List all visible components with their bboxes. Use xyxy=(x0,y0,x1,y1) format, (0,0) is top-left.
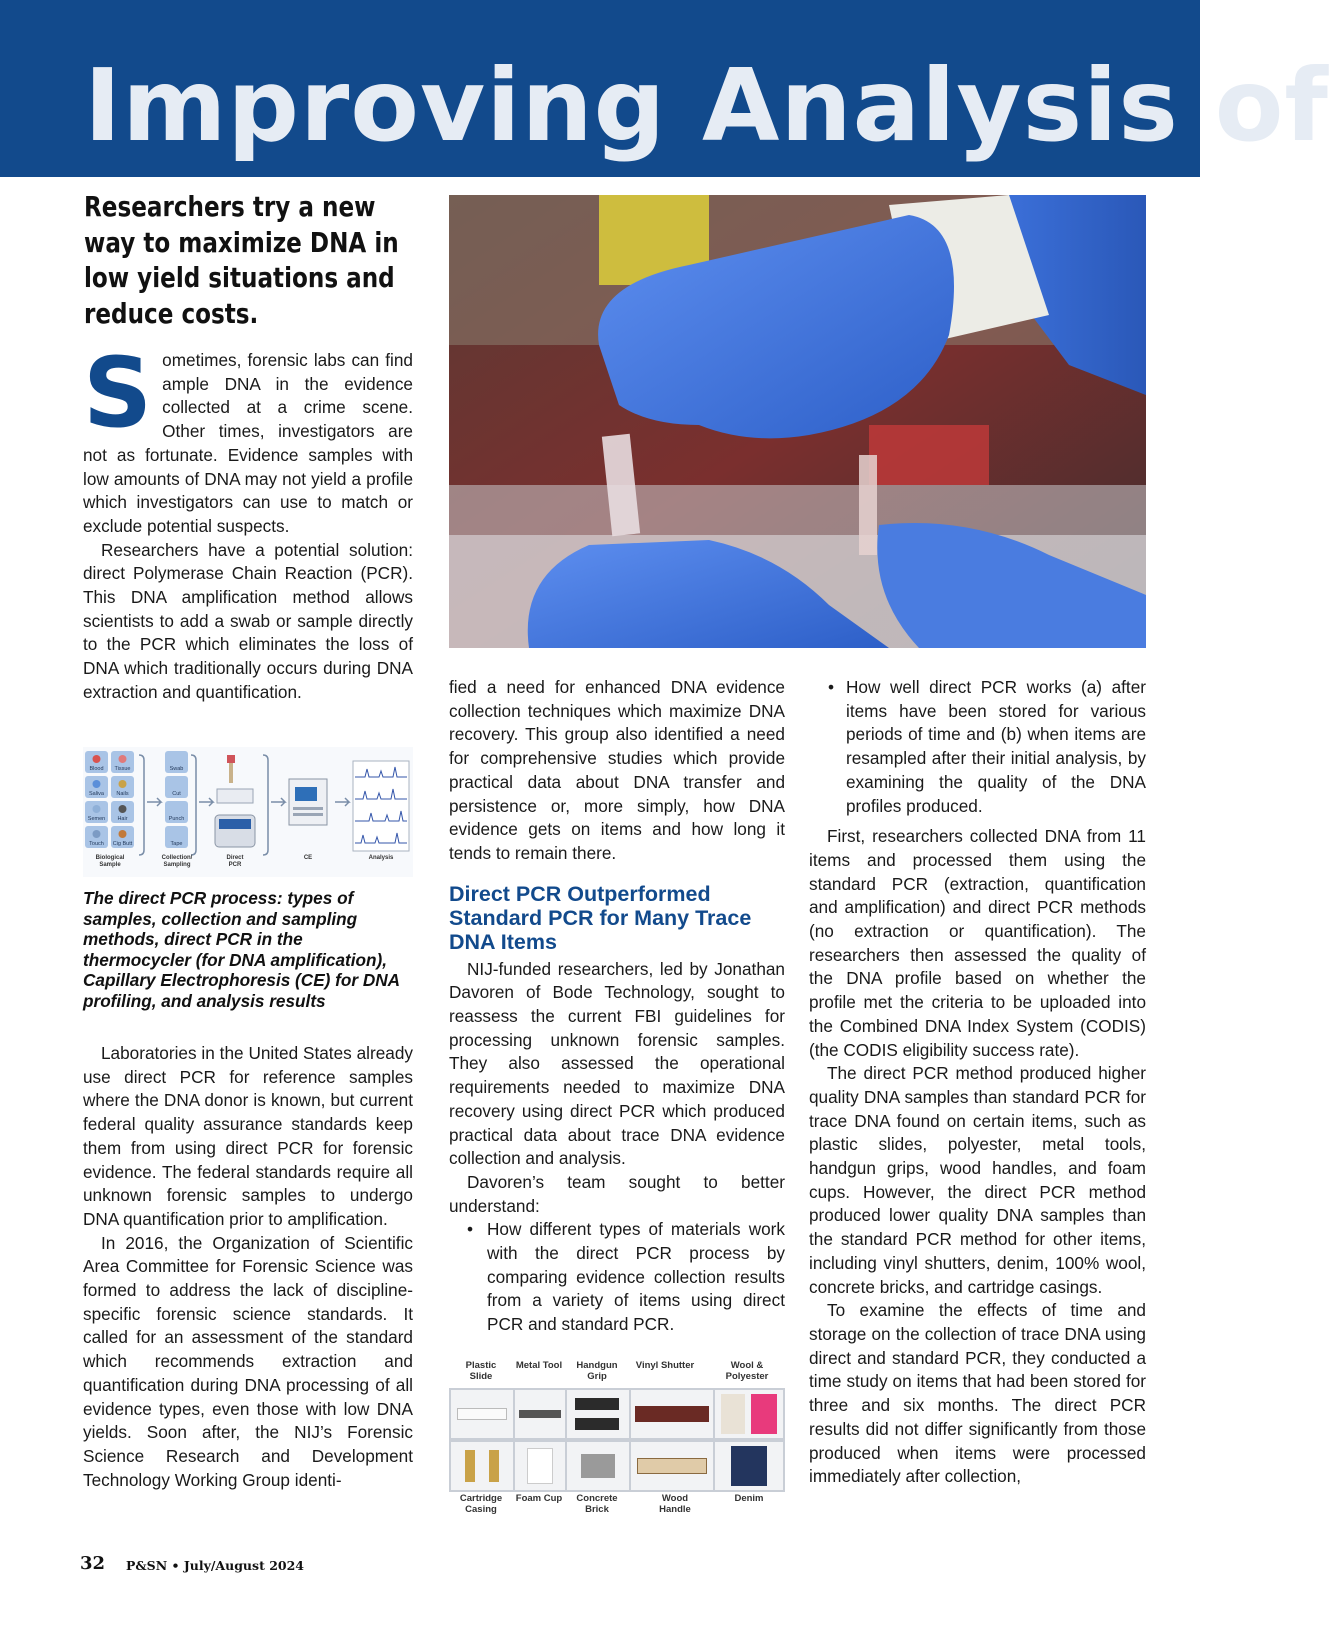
sample-tile xyxy=(85,826,108,848)
collection-tile-label: Swab xyxy=(169,766,184,772)
sample-tile xyxy=(111,776,134,798)
collection-tile xyxy=(165,751,188,773)
list-item: • How different types of materials work with the direct PCR process by comparing evidence collection results from a variety of items using direct PCR and standard PCR. xyxy=(467,1219,785,1335)
paragraph: To examine the effects of time and storage on the collection of trace DNA using direct and standard PCR, they conducted a time study on items that had been stored for three and six months. The direct PCR results did not differ significantly from those produced when items were processed immediately after collection, xyxy=(809,1300,1146,1487)
plastic-slide-cell xyxy=(451,1390,513,1438)
collection-tile xyxy=(165,826,188,848)
publication-line: P&SN • July/August 2024 xyxy=(126,1558,304,1573)
material-label: Foam Cup xyxy=(515,1493,563,1504)
gloved-hand-tube-photo xyxy=(449,195,1146,648)
handgun-grip-cell xyxy=(567,1390,629,1438)
foam-cup-cell xyxy=(515,1442,565,1490)
thermocycler-icon xyxy=(215,755,255,847)
drop-cap: S xyxy=(83,337,153,449)
bullet-icon: • xyxy=(828,677,835,697)
sample-tile xyxy=(85,751,108,773)
wood-handle-cell xyxy=(631,1442,713,1490)
stage-label: Biological Sample xyxy=(95,855,125,868)
material-label: Denim xyxy=(734,1493,764,1504)
paragraph: First, researchers collected DNA from 11 items and processed them using the standard PCR (extraction, quantification and amplification) and direct PCR methods (no extraction or quantification). The researchers then assessed the quality of the DNA profile based on whether the profile met the criteria to be uploaded into the Combined DNA Index System (CODIS) (the CODIS eligibility success rate). xyxy=(809,826,1146,1060)
sample-tile xyxy=(85,776,108,798)
sample-tile-label: Cig Butt xyxy=(112,841,133,847)
material-label: Concrete Brick xyxy=(576,1493,618,1515)
sample-tile xyxy=(111,801,134,823)
paragraph: Laboratories in the United States already use direct PCR for reference samples where the DNA donor is known, but current federal quality assurance standards keep them from using direct PCR for forensic evidence. The federal standards require all unknown forensic samples to undergo DNA quantification prior to amplification. xyxy=(83,1043,413,1229)
materials-grid xyxy=(449,1388,785,1492)
sample-tile-label: Hair xyxy=(117,816,128,822)
column-1-body xyxy=(83,1042,413,1492)
collection-tile xyxy=(165,776,188,798)
collection-tile xyxy=(165,801,188,823)
column-1-intro xyxy=(83,337,413,705)
wool-polyester-cell xyxy=(715,1390,783,1438)
sample-tile xyxy=(111,826,134,848)
stage-label: Analysis xyxy=(368,855,394,861)
column-3 xyxy=(809,676,1146,1489)
page-number: 32 xyxy=(80,1553,106,1574)
arrow-right-icon xyxy=(147,798,161,806)
material-label: Metal Tool xyxy=(515,1360,563,1371)
arrow-right-icon xyxy=(199,798,213,806)
stage-labels xyxy=(96,855,394,868)
stage-label: CE xyxy=(303,855,313,861)
material-label: Cartridge Casing xyxy=(459,1493,503,1515)
metal-tool-cell xyxy=(515,1390,565,1438)
collection-tile-label: Punch xyxy=(168,816,185,822)
arrow-right-icon xyxy=(335,798,349,806)
material-label: Vinyl Shutter xyxy=(635,1360,695,1371)
material-label: Wool & Polyester xyxy=(725,1360,769,1382)
bracket xyxy=(191,755,196,855)
material-label: Plastic Slide xyxy=(465,1360,497,1382)
sample-tile-label: Nails xyxy=(116,791,129,797)
sample-tiles xyxy=(85,751,134,848)
ce-instrument-icon xyxy=(289,779,327,825)
bullet-list xyxy=(449,1218,785,1337)
material-label: Wood Handle xyxy=(659,1493,691,1515)
bracket xyxy=(139,755,144,855)
concrete-brick-cell xyxy=(567,1442,629,1490)
article-subheading: Researchers try a new way to maximize DNA in low yield situations and reduce costs. xyxy=(84,191,399,330)
sample-tube xyxy=(859,455,877,555)
sample-tile-label: Blood xyxy=(89,766,104,772)
arrow-right-icon xyxy=(271,798,285,806)
material-label: Handgun Grip xyxy=(576,1360,618,1382)
cartridge-casing-cell xyxy=(451,1442,513,1490)
sample-tile xyxy=(85,801,108,823)
figure-caption: The direct PCR process: types of samples, collection and sampling methods, direct PCR in the thermocycler (for DNA amplification), Capillary Electrophoresis (CE) for DNA profiling, and analysis results xyxy=(83,888,400,1011)
sample-tile-label: Tissue xyxy=(114,766,131,772)
section-heading: Direct PCR Outperformed Standard PCR for Many Trace DNA Items xyxy=(449,881,752,954)
denim-cell xyxy=(715,1442,783,1490)
bullet-list xyxy=(809,676,1146,818)
bracket xyxy=(263,755,268,855)
stage-label: Collection/ Sampling xyxy=(161,855,193,868)
collection-tile-label: Cut xyxy=(172,791,181,797)
bullet-icon: • xyxy=(467,1219,474,1240)
stage-label: Direct PCR xyxy=(226,855,244,868)
paragraph: Davoren’s team sought to better understand: xyxy=(449,1171,785,1216)
paragraph: The direct PCR method produced higher quality DNA samples than standard PCR for trace DNA found on certain items, such as plastic slides, polyester, metal tools, handgun grips, wood handles, and foam cups. However, the direct PCR method produced lower quality DNA samples than the standard PCR method for other items, including vinyl shutters, denim, 100% wool, concrete bricks, and cartridge casings. xyxy=(809,1063,1146,1297)
title-banner xyxy=(0,0,1329,177)
paragraph: In 2016, the Organization of Scientific Area Committee for Forensic Science was formed to address the lack of discipline-specific forensic science standards. It called for an assessment of the standard which recommends extraction and quantification during DNA processing of all evidence types, even those with low DNA yields. Soon after, the NIJ’s Forensic Science Research and Development Technology Working Group identi- xyxy=(83,1232,413,1490)
sample-tile-label: Semen xyxy=(87,816,106,822)
paragraph: Researchers have a potential solution: direct Polymerase Chain Reaction (PCR). This DNA amplification method allows scientists to add a swab or sample directly to the PCR which eliminates the loss of DNA which traditionally occurs during DNA extraction and quantification. xyxy=(83,539,413,702)
direct-pcr-process-figure xyxy=(83,747,413,877)
list-item: • How well direct PCR works (a) after items have been stored for various periods of time and (b) when items are resampled after their initial analysis, by examining the quality of the DNA profiles produced. xyxy=(828,677,1146,816)
collection-tiles xyxy=(165,751,188,848)
materials-figure xyxy=(449,1361,785,1517)
paragraph: ometimes, forensic labs can find ample DNA in the evidence collected at a crime scene. Other times, investigators are not as fortunate. Evidence samples with low amounts of DNA may not yield a profile which investigators can use to match or exclude potential suspects. xyxy=(83,350,413,536)
paragraph: NIJ-funded researchers, led by Jonathan Davoren of Bode Technology, sought to reassess the current FBI guidelines for processing unknown forensic samples. They also assessed the operational requirements needed to maximize DNA recovery using direct PCR which produced practical data about trace DNA evidence collection and analysis. xyxy=(449,958,785,1169)
vinyl-shutter-cell xyxy=(631,1390,713,1438)
sample-tile xyxy=(111,751,134,773)
paragraph: fied a need for enhanced DNA evidence collection techniques which maximize DNA recovery. This group also identified a need for comprehensive studies which provide practical data about DNA transfer and persistence or, more simply, how DNA evidence gets on items and how long it tends to remain there. xyxy=(449,677,785,863)
electropherogram-icon xyxy=(353,761,409,851)
collection-tile-label: Tape xyxy=(170,841,183,847)
column-2 xyxy=(449,676,785,1337)
sample-tile-label: Touch xyxy=(89,841,104,847)
sample-tile-label: Saliva xyxy=(89,791,104,797)
article-title: Improving Analysis of xyxy=(84,47,1329,164)
